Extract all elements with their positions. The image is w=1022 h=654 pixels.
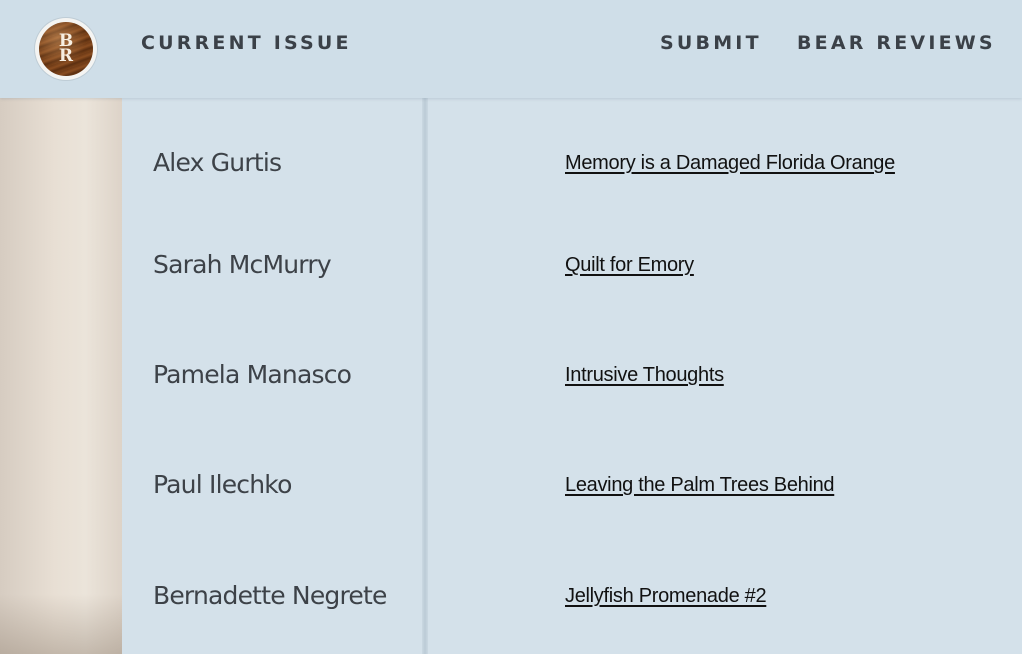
author-name: Alex Gurtis (153, 148, 282, 177)
author-name: Bernadette Negrete (153, 581, 387, 610)
logo-letter-r: R (58, 46, 74, 66)
logo-letter-b: B (58, 31, 74, 51)
nav-current-issue[interactable]: CURRENT ISSUE (141, 32, 352, 54)
issue-contents-panel (122, 98, 1022, 654)
site-header (0, 0, 1022, 98)
piece-title-link[interactable]: Intrusive Thoughts (565, 364, 724, 386)
piece-title-link[interactable]: Quilt for Emory (565, 254, 694, 276)
list-item (122, 360, 1022, 400)
nav-bear-reviews[interactable]: BEAR REVIEWS (797, 32, 996, 54)
list-item (122, 250, 1022, 290)
piece-title-link[interactable]: Memory is a Damaged Florida Orange (565, 152, 895, 174)
author-name: Paul Ilechko (153, 470, 292, 499)
site-logo[interactable] (35, 18, 97, 80)
piece-title-link[interactable]: Leaving the Palm Trees Behind (565, 474, 835, 496)
author-name: Pamela Manasco (153, 360, 352, 389)
list-item (122, 470, 1022, 510)
list-item (122, 148, 1022, 188)
piece-title-link[interactable]: Jellyfish Promenade #2 (565, 585, 767, 607)
background-image-strip (0, 98, 122, 654)
logo-badge (39, 22, 93, 76)
list-item (122, 581, 1022, 621)
author-name: Sarah McMurry (153, 250, 331, 279)
nav-submit[interactable]: SUBMIT (660, 32, 762, 54)
